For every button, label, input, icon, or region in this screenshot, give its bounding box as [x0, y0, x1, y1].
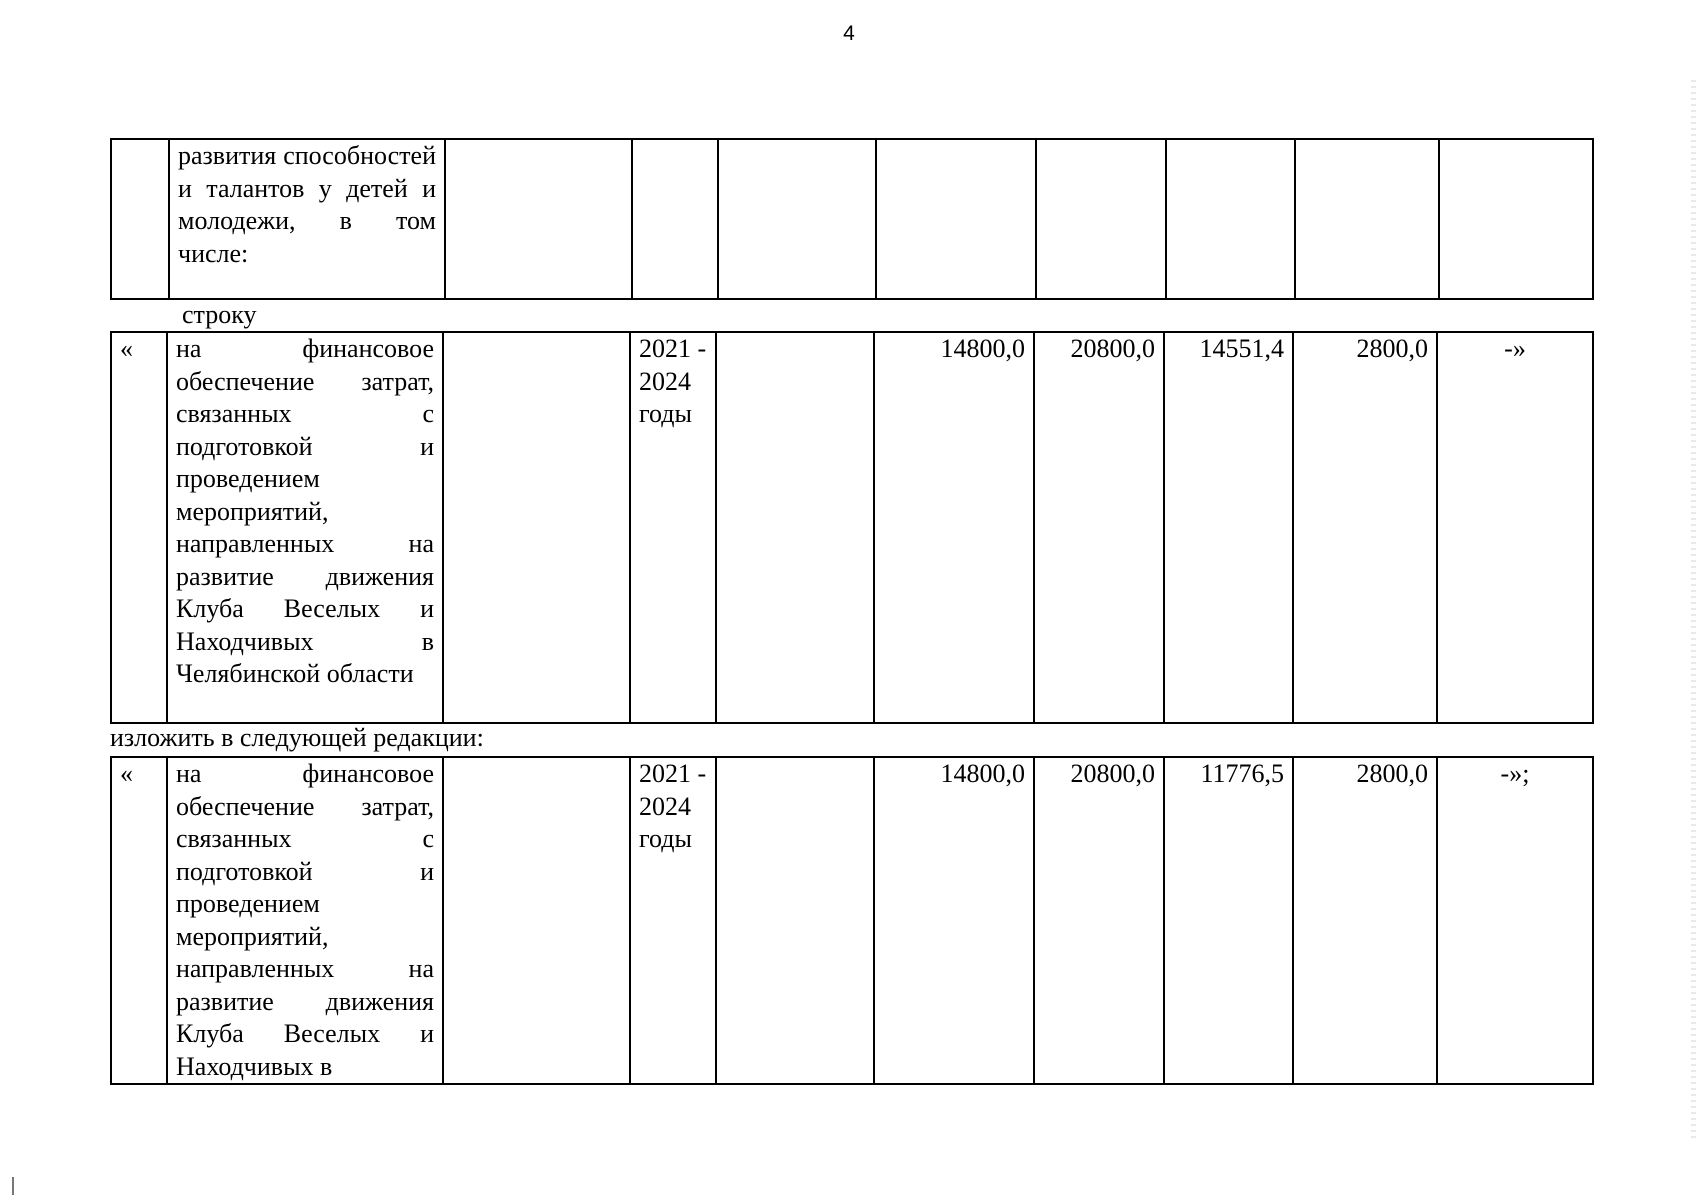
row-value-3: 11776,5: [1164, 757, 1293, 1084]
row-cell-empty: [445, 139, 632, 299]
row-value-2: 20800,0: [1034, 332, 1164, 723]
table-fragment-top: [110, 138, 1594, 300]
label-new-redaction: изложить в следующей редакции:: [110, 723, 484, 752]
row-cell-empty: [716, 332, 874, 723]
row-period: 2021 - 2024 годы: [630, 332, 716, 723]
table-original-row: [110, 331, 1594, 724]
row-cell-empty: [718, 139, 876, 299]
row-value-3: 14551,4: [1164, 332, 1293, 723]
row-value-2: [1036, 139, 1166, 299]
row-value-2: 20800,0: [1034, 757, 1164, 1084]
row-description: развития способностей и талантов у детей и молодежи, в том числе:: [169, 139, 445, 299]
row-description: на финансовое обеспечение затрат, связанных с подготовкой и проведением мероприятий, направленных на развитие движения Клуба Веселых и Находчивых в: [167, 757, 443, 1084]
scan-margin-mark: [12, 1177, 14, 1195]
table-new-row: [110, 756, 1594, 1085]
row-end-mark: -»: [1437, 332, 1593, 723]
row-marker: «: [111, 332, 167, 723]
scan-edge-artifact: [1691, 80, 1696, 1140]
row-value-1: 14800,0: [874, 332, 1034, 723]
row-value-4: [1295, 139, 1439, 299]
row-end-mark: [1439, 139, 1593, 299]
table-row: [111, 139, 1593, 299]
page-number: 4: [843, 22, 855, 45]
row-period: 2021 - 2024 годы: [630, 757, 716, 1084]
row-cell-empty: [716, 757, 874, 1084]
row-value-1: [876, 139, 1036, 299]
row-period: [632, 139, 718, 299]
row-end-mark: -»;: [1437, 757, 1593, 1084]
table-row: [111, 757, 1593, 1084]
row-cell-empty: [443, 757, 630, 1084]
row-description: на финансовое обеспечение затрат, связанных с подготовкой и проведением мероприятий, направленных на развитие движения Клуба Веселых и Находчивых в Челябинской области: [167, 332, 443, 723]
table-row: [111, 332, 1593, 723]
row-value-3: [1166, 139, 1295, 299]
row-value-4: 2800,0: [1293, 332, 1437, 723]
row-marker: «: [111, 757, 167, 1084]
label-stroku: строку: [182, 300, 257, 329]
row-marker: [111, 139, 169, 299]
row-value-4: 2800,0: [1293, 757, 1437, 1084]
row-cell-empty: [443, 332, 630, 723]
row-value-1: 14800,0: [874, 757, 1034, 1084]
